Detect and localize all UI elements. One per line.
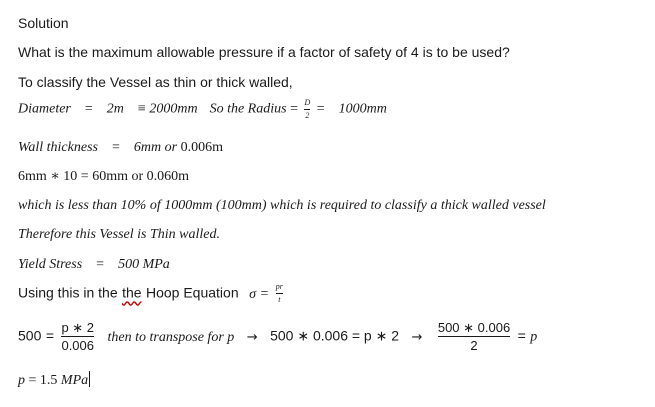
radius-fraction-numerator: D <box>304 98 311 107</box>
transpose-fraction-1-numerator: p ∗ 2 <box>61 320 95 335</box>
less-than-statement: which is less than 10% of 1000mm (100mm) which is required to classify a thick walled vessel <box>18 198 546 213</box>
wall-thickness-or: or <box>164 140 178 155</box>
calc-left: 6mm <box>18 169 47 184</box>
question-text: What is the maximum allowable pressure if a factor of safety of 4 is to be used? <box>18 44 510 60</box>
solution-heading: Solution <box>18 15 69 31</box>
radius-fraction-bar <box>304 109 310 110</box>
transpose-fraction-2-denominator: 2 <box>470 338 478 353</box>
wall-thickness-label: Wall thickness <box>18 140 98 155</box>
radius-fraction <box>304 99 310 120</box>
arrow-2-icon: → <box>411 329 423 345</box>
radius-value: 1000mm <box>338 101 387 117</box>
hoop-prefix: Using this in the <box>18 284 118 301</box>
wall-thickness-eq: = <box>111 140 120 155</box>
hoop-equation-line <box>18 283 286 304</box>
calc-result: 60mm <box>92 169 128 184</box>
hoop-sigma: σ <box>249 286 256 302</box>
diameter-eq3: = <box>316 101 325 117</box>
yield-stress-value: 500 MPa <box>118 257 170 272</box>
calc-result-m: 0.060m <box>146 169 190 184</box>
diameter-label: Diameter <box>18 101 71 117</box>
classify-intro-text: To classify the Vessel as thin or thick walled, <box>18 74 293 90</box>
diameter-value-mm: 2000mm <box>149 101 198 117</box>
hoop-suffix: Hoop Equation <box>145 284 239 301</box>
transpose-lhs: 500 <box>18 327 42 344</box>
multiplication-equation <box>18 170 189 184</box>
hoop-eq: = <box>260 286 269 302</box>
final-eq: = <box>28 373 37 388</box>
hoop-fraction-bar <box>276 293 283 294</box>
yield-stress-label: Yield Stress <box>18 257 83 272</box>
radius-fraction-denominator: 2 <box>305 111 310 120</box>
calc-or: or <box>131 169 144 184</box>
wall-thickness-value: 6mm <box>133 140 162 155</box>
wall-thickness-value-m: 0.006m <box>180 140 223 155</box>
transpose-fraction-1 <box>61 321 94 352</box>
final-result-equation <box>18 371 90 388</box>
calc-eq: = <box>80 169 89 184</box>
text-cursor <box>89 371 90 387</box>
transpose-equation-line <box>18 321 537 352</box>
duplicate-word-the: the <box>122 284 142 301</box>
yield-stress-eq: = <box>96 257 105 272</box>
yield-stress-equation <box>18 258 170 272</box>
transpose-fraction-2 <box>438 321 510 352</box>
transpose-fraction-1-bar <box>61 336 94 337</box>
transpose-middle-text: then to transpose for p <box>107 329 235 345</box>
diameter-equiv: ≡ <box>137 101 146 117</box>
final-unit: MPa <box>60 373 89 388</box>
transpose-mid-expression: 500 ∗ 0.006 = p ∗ 2 <box>270 327 400 344</box>
hoop-fraction-numerator: pr <box>275 282 283 291</box>
calc-factor: 10 <box>63 169 78 184</box>
transpose-fraction-2-numerator: 500 ∗ 0.006 <box>437 320 511 335</box>
diameter-equation <box>18 99 387 120</box>
final-lhs: p <box>18 373 25 388</box>
arrow-1-icon: → <box>246 329 258 345</box>
transpose-eq1: = <box>45 327 54 344</box>
calc-times: ∗ <box>50 169 60 184</box>
wall-thickness-equation <box>18 141 223 155</box>
transpose-eq2: = <box>517 327 526 344</box>
transpose-rhs: p <box>530 329 538 345</box>
therefore-statement: Therefore this Vessel is Thin walled. <box>18 227 220 242</box>
diameter-value: 2m <box>106 101 124 117</box>
diameter-eq1: = <box>84 101 93 117</box>
transpose-fraction-2-bar <box>438 336 510 337</box>
transpose-fraction-1-denominator: 0.006 <box>61 338 95 353</box>
hoop-fraction-denominator: t <box>278 295 281 304</box>
radius-label: So the Radius <box>209 101 287 117</box>
hoop-fraction <box>276 283 283 304</box>
final-value: 1.5 <box>39 373 58 388</box>
diameter-eq2: = <box>290 101 298 117</box>
